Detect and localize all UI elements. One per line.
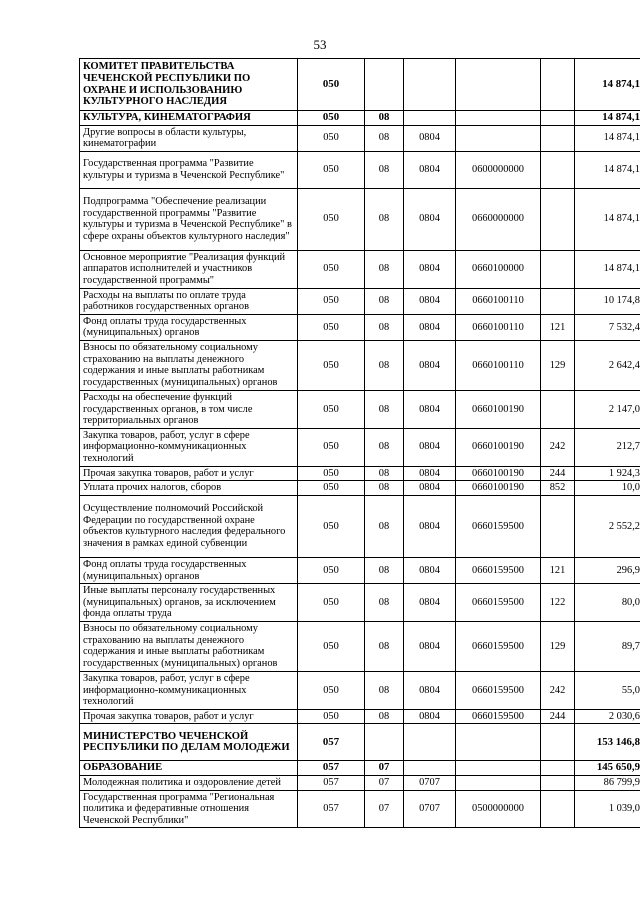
row-name-cell: Основное мероприятие "Реализация функций аппаратов исполнителей и участников государственной программы" — [80, 250, 298, 288]
table-row — [80, 790, 640, 828]
target-article-cell: 0660159500 — [456, 671, 541, 709]
page-number: 53 — [313, 37, 327, 52]
section-code-cell: 08 — [365, 188, 404, 250]
row-name-cell: Расходы на обеспечение функций государственных органов, в том числе территориальных органов — [80, 390, 298, 428]
row-name-cell: Расходы на выплаты по оплате труда работников государственных органов — [80, 288, 298, 314]
subsection-code-cell — [404, 724, 456, 761]
ved-code-cell: 050 — [298, 557, 365, 583]
ved-code-cell: 050 — [298, 288, 365, 314]
row-name-cell: Закупка товаров, работ, услуг в сфере информационно-коммуникационных технологий — [80, 428, 298, 466]
amount-cell: 10 174,8 — [575, 288, 640, 314]
row-name-cell: Фонд оплаты труда государственных (муниципальных) органов — [80, 314, 298, 340]
table-row — [80, 288, 640, 314]
section-code-cell: 08 — [365, 621, 404, 671]
target-article-cell: 0660100110 — [456, 314, 541, 340]
ved-code-cell: 050 — [298, 621, 365, 671]
amount-cell: 10,0 — [575, 481, 640, 496]
table-row — [80, 59, 640, 111]
ved-code-cell: 057 — [298, 790, 365, 828]
target-article-cell: 0660100190 — [456, 481, 541, 496]
target-article-cell — [456, 59, 541, 111]
subsection-code-cell: 0804 — [404, 671, 456, 709]
section-code-cell: 08 — [365, 151, 404, 188]
table-row — [80, 250, 640, 288]
table-body — [80, 59, 640, 828]
expense-type-cell: 121 — [541, 557, 575, 583]
amount-cell: 145 650,9 — [575, 761, 640, 776]
table-row — [80, 724, 640, 761]
subsection-code-cell: 0707 — [404, 790, 456, 828]
expense-type-cell — [541, 390, 575, 428]
ved-code-cell: 050 — [298, 584, 365, 622]
section-code-cell: 08 — [365, 390, 404, 428]
subsection-code-cell: 0707 — [404, 776, 456, 791]
row-name-cell: Иные выплаты персоналу государственных (муниципальных) органов, за исключением фонда оплаты труда — [80, 584, 298, 622]
amount-cell: 1 039,0 — [575, 790, 640, 828]
ved-code-cell: 050 — [298, 314, 365, 340]
section-code-cell: 08 — [365, 340, 404, 390]
ved-code-cell: 050 — [298, 151, 365, 188]
row-name-cell: ОБРАЗОВАНИЕ — [80, 761, 298, 776]
subsection-code-cell: 0804 — [404, 621, 456, 671]
ved-code-cell: 050 — [298, 466, 365, 481]
ved-code-cell: 050 — [298, 481, 365, 496]
amount-cell: 2 552,2 — [575, 495, 640, 557]
subsection-code-cell — [404, 761, 456, 776]
subsection-code-cell: 0804 — [404, 288, 456, 314]
ved-code-cell: 057 — [298, 776, 365, 791]
table-row — [80, 188, 640, 250]
expense-type-cell — [541, 790, 575, 828]
table-row — [80, 584, 640, 622]
section-code-cell: 07 — [365, 761, 404, 776]
expense-type-cell: 129 — [541, 621, 575, 671]
expense-type-cell — [541, 495, 575, 557]
row-name-cell: Фонд оплаты труда государственных (муниципальных) органов — [80, 557, 298, 583]
ved-code-cell: 050 — [298, 390, 365, 428]
target-article-cell: 0660159500 — [456, 584, 541, 622]
subsection-code-cell — [404, 111, 456, 126]
target-article-cell: 0600000000 — [456, 151, 541, 188]
expense-type-cell — [541, 111, 575, 126]
target-article-cell — [456, 776, 541, 791]
section-code-cell: 08 — [365, 495, 404, 557]
row-name-cell: Закупка товаров, работ, услуг в сфере информационно-коммуникационных технологий — [80, 671, 298, 709]
amount-cell: 89,7 — [575, 621, 640, 671]
ved-code-cell: 050 — [298, 250, 365, 288]
amount-cell: 86 799,9 — [575, 776, 640, 791]
expense-type-cell: 122 — [541, 584, 575, 622]
amount-cell: 14 874,1 — [575, 111, 640, 126]
subsection-code-cell: 0804 — [404, 188, 456, 250]
table-row — [80, 111, 640, 126]
subsection-code-cell: 0804 — [404, 125, 456, 151]
expense-type-cell — [541, 151, 575, 188]
target-article-cell: 0660100190 — [456, 466, 541, 481]
row-name-cell: Взносы по обязательному социальному страхованию на выплаты денежного содержания и иные выплаты работникам государственных (муниципальных) органов — [80, 340, 298, 390]
section-code-cell — [365, 724, 404, 761]
section-code-cell: 08 — [365, 466, 404, 481]
target-article-cell: 0660100000 — [456, 250, 541, 288]
amount-cell: 2 642,4 — [575, 340, 640, 390]
ved-code-cell: 050 — [298, 495, 365, 557]
ved-code-cell: 050 — [298, 340, 365, 390]
expense-type-cell — [541, 125, 575, 151]
target-article-cell: 0500000000 — [456, 790, 541, 828]
target-article-cell: 0660100190 — [456, 390, 541, 428]
expense-type-cell: 244 — [541, 466, 575, 481]
table-row — [80, 557, 640, 583]
ved-code-cell: 050 — [298, 671, 365, 709]
amount-cell: 14 874,1 — [575, 59, 640, 111]
target-article-cell: 0660100190 — [456, 428, 541, 466]
table-row — [80, 481, 640, 496]
section-code-cell: 08 — [365, 250, 404, 288]
expense-type-cell: 852 — [541, 481, 575, 496]
row-name-cell: Осуществление полномочий Российской Федерации по государственной охране объектов культурного наследия федерального значения в рамках единой субвенции — [80, 495, 298, 557]
table-row — [80, 709, 640, 724]
row-name-cell: КОМИТЕТ ПРАВИТЕЛЬСТВА ЧЕЧЕНСКОЙ РЕСПУБЛИКИ ПО ОХРАНЕ И ИСПОЛЬЗОВАНИЮ КУЛЬТУРНОГО НАСЛЕДИЯ — [80, 59, 298, 111]
amount-cell: 2 030,6 — [575, 709, 640, 724]
expense-type-cell — [541, 776, 575, 791]
amount-cell: 7 532,4 — [575, 314, 640, 340]
ved-code-cell: 057 — [298, 724, 365, 761]
section-code-cell: 08 — [365, 709, 404, 724]
section-code-cell: 08 — [365, 288, 404, 314]
expense-type-cell — [541, 250, 575, 288]
expense-type-cell: 121 — [541, 314, 575, 340]
row-name-cell: Прочая закупка товаров, работ и услуг — [80, 709, 298, 724]
subsection-code-cell: 0804 — [404, 314, 456, 340]
subsection-code-cell — [404, 59, 456, 111]
expense-type-cell: 242 — [541, 671, 575, 709]
table-row — [80, 151, 640, 188]
subsection-code-cell: 0804 — [404, 709, 456, 724]
expense-type-cell: 129 — [541, 340, 575, 390]
table-row — [80, 671, 640, 709]
expense-type-cell: 242 — [541, 428, 575, 466]
row-name-cell: Взносы по обязательному социальному страхованию на выплаты денежного содержания и иные выплаты работникам государственных (муниципальных) органов — [80, 621, 298, 671]
section-code-cell — [365, 59, 404, 111]
target-article-cell — [456, 761, 541, 776]
table-row — [80, 495, 640, 557]
table-row — [80, 776, 640, 791]
subsection-code-cell: 0804 — [404, 557, 456, 583]
expense-type-cell — [541, 724, 575, 761]
ved-code-cell: 050 — [298, 188, 365, 250]
subsection-code-cell: 0804 — [404, 495, 456, 557]
section-code-cell: 08 — [365, 111, 404, 126]
row-name-cell: Государственная программа "Развитие культуры и туризма в Чеченской Республике" — [80, 151, 298, 188]
expense-type-cell: 244 — [541, 709, 575, 724]
table-row — [80, 390, 640, 428]
expense-type-cell — [541, 59, 575, 111]
row-name-cell: МИНИСТЕРСТВО ЧЕЧЕНСКОЙ РЕСПУБЛИКИ ПО ДЕЛАМ МОЛОДЕЖИ — [80, 724, 298, 761]
subsection-code-cell: 0804 — [404, 390, 456, 428]
amount-cell: 14 874,1 — [575, 188, 640, 250]
budget-table — [79, 58, 640, 828]
table-row — [80, 761, 640, 776]
table-row — [80, 621, 640, 671]
row-name-cell: Государственная программа "Региональная политика и федеративные отношения Чеченской Республики" — [80, 790, 298, 828]
target-article-cell — [456, 125, 541, 151]
section-code-cell: 08 — [365, 125, 404, 151]
section-code-cell: 08 — [365, 314, 404, 340]
row-name-cell: Уплата прочих налогов, сборов — [80, 481, 298, 496]
ved-code-cell: 050 — [298, 428, 365, 466]
target-article-cell: 0660159500 — [456, 557, 541, 583]
ved-code-cell: 057 — [298, 761, 365, 776]
table-row — [80, 428, 640, 466]
target-article-cell: 0660159500 — [456, 495, 541, 557]
expense-type-cell — [541, 288, 575, 314]
amount-cell: 14 874,1 — [575, 125, 640, 151]
row-name-cell: Другие вопросы в области культуры, кинематографии — [80, 125, 298, 151]
table-row — [80, 314, 640, 340]
amount-cell: 296,9 — [575, 557, 640, 583]
amount-cell: 153 146,8 — [575, 724, 640, 761]
amount-cell: 212,7 — [575, 428, 640, 466]
ved-code-cell: 050 — [298, 111, 365, 126]
subsection-code-cell: 0804 — [404, 481, 456, 496]
target-article-cell: 0660100110 — [456, 340, 541, 390]
section-code-cell: 08 — [365, 557, 404, 583]
ved-code-cell: 050 — [298, 59, 365, 111]
row-name-cell: Прочая закупка товаров, работ и услуг — [80, 466, 298, 481]
row-name-cell: КУЛЬТУРА, КИНЕМАТОГРАФИЯ — [80, 111, 298, 126]
subsection-code-cell: 0804 — [404, 466, 456, 481]
target-article-cell: 0660100110 — [456, 288, 541, 314]
amount-cell: 14 874,1 — [575, 250, 640, 288]
subsection-code-cell: 0804 — [404, 584, 456, 622]
amount-cell: 80,0 — [575, 584, 640, 622]
subsection-code-cell: 0804 — [404, 151, 456, 188]
target-article-cell — [456, 724, 541, 761]
section-code-cell: 08 — [365, 584, 404, 622]
table-row — [80, 125, 640, 151]
section-code-cell: 08 — [365, 428, 404, 466]
ved-code-cell: 050 — [298, 125, 365, 151]
amount-cell: 14 874,1 — [575, 151, 640, 188]
target-article-cell — [456, 111, 541, 126]
subsection-code-cell: 0804 — [404, 428, 456, 466]
target-article-cell: 0660159500 — [456, 621, 541, 671]
expense-type-cell — [541, 761, 575, 776]
target-article-cell: 0660000000 — [456, 188, 541, 250]
row-name-cell: Молодежная политика и оздоровление детей — [80, 776, 298, 791]
section-code-cell: 07 — [365, 790, 404, 828]
amount-cell: 1 924,3 — [575, 466, 640, 481]
section-code-cell: 07 — [365, 776, 404, 791]
section-code-cell: 08 — [365, 671, 404, 709]
table-row — [80, 340, 640, 390]
subsection-code-cell: 0804 — [404, 250, 456, 288]
section-code-cell: 08 — [365, 481, 404, 496]
target-article-cell: 0660159500 — [456, 709, 541, 724]
amount-cell: 55,0 — [575, 671, 640, 709]
row-name-cell: Подпрограмма "Обеспечение реализации государственной программы "Развитие культуры и туризма в Чеченской Республике" в сфере охраны объектов культурного наследия" — [80, 188, 298, 250]
ved-code-cell: 050 — [298, 709, 365, 724]
amount-cell: 2 147,0 — [575, 390, 640, 428]
table-row — [80, 466, 640, 481]
subsection-code-cell: 0804 — [404, 340, 456, 390]
expense-type-cell — [541, 188, 575, 250]
